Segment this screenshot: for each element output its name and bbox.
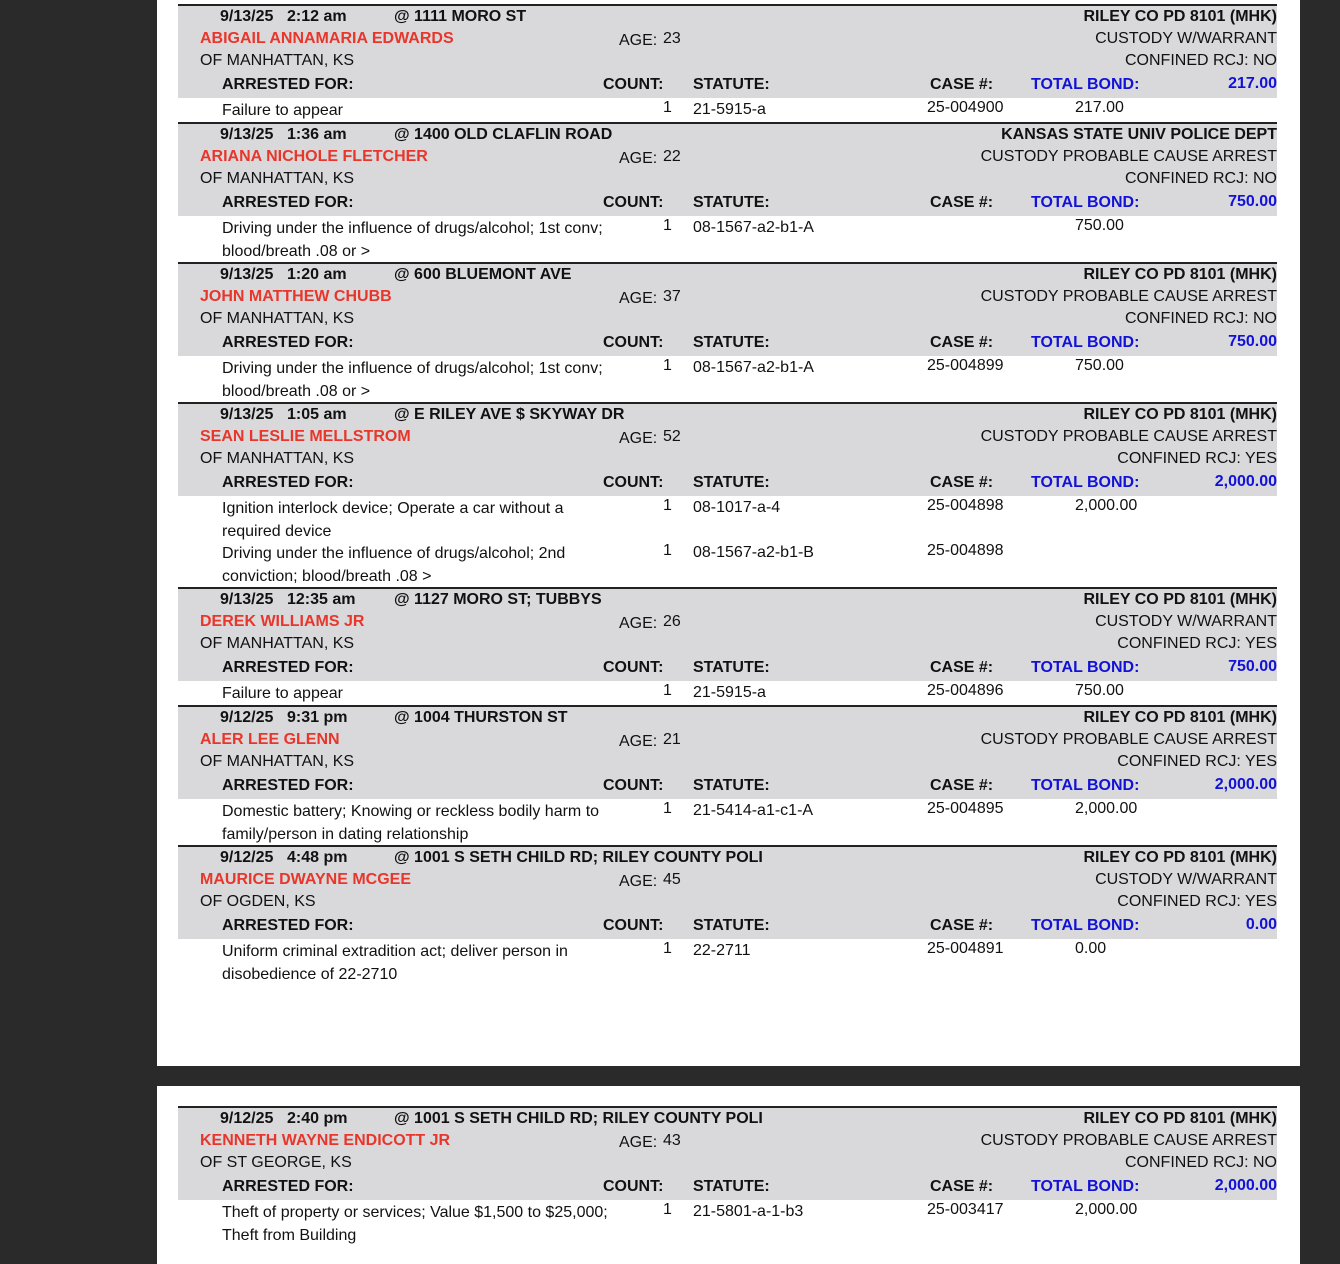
arrest-record: [178, 1106, 1277, 1246]
charge-statute: 21-5414-a1-c1-A: [693, 802, 814, 819]
age-label: AGE:: [619, 1134, 658, 1151]
charge-count: 1: [663, 800, 672, 817]
arrest-record: [178, 262, 1277, 402]
arrestee-name: DEREK WILLIAMS JR: [200, 613, 365, 630]
age-value: 52: [663, 428, 681, 445]
agency: RILEY CO PD 8101 (MHK): [1083, 406, 1277, 423]
charge-statute: 08-1567-a2-b1-B: [693, 544, 814, 561]
charge-description: Uniform criminal extradition act; deliver person in disobedience of 22-2710: [222, 943, 568, 983]
charge-count: 1: [663, 99, 672, 116]
age-label: AGE:: [619, 873, 658, 890]
charge-statute: 08-1017-a-4: [693, 499, 781, 516]
charge-statute: 08-1567-a2-b1-A: [693, 359, 814, 376]
age-value: 37: [663, 288, 681, 305]
arrest-time: 2:12 am: [287, 8, 347, 25]
charge-bond: 2,000.00: [1075, 800, 1138, 817]
arrest-date: 9/13/25: [220, 406, 274, 423]
charge-count: 1: [663, 940, 672, 957]
age-value: 43: [663, 1132, 681, 1149]
arrest-time: 1:20 am: [287, 266, 347, 283]
origin: OF MANHATTAN, KS: [200, 753, 355, 770]
charge-bond: 750.00: [1075, 357, 1124, 374]
charge-description: Failure to appear: [222, 102, 343, 119]
origin: OF OGDEN, KS: [200, 893, 316, 910]
arrested-for-label: ARRESTED FOR:: [222, 76, 354, 93]
charge-count: 1: [663, 217, 672, 234]
charge-description: Theft of property or services; Value $1,500 to $25,000; Theft from Building: [222, 1204, 608, 1244]
total-bond-label: TOTAL BOND:: [1031, 194, 1140, 211]
charge-case-number: 25-004895: [927, 800, 1004, 817]
charge-bond: 2,000.00: [1075, 1201, 1138, 1218]
total-bond-value: 750.00: [1228, 658, 1277, 675]
arrestee-name: JOHN MATTHEW CHUBB: [200, 288, 392, 305]
confined-status: CONFINED RCJ: NO: [1125, 52, 1277, 69]
charge-count: 1: [663, 497, 672, 514]
arrest-time: 12:35 am: [287, 591, 356, 608]
arrested-for-label: ARRESTED FOR:: [222, 917, 354, 934]
count-label: COUNT:: [603, 1178, 664, 1195]
charge-bond: 750.00: [1075, 682, 1124, 699]
agency: RILEY CO PD 8101 (MHK): [1083, 8, 1277, 25]
statute-label: STATUTE:: [693, 76, 770, 93]
arrest-location: @ 1001 S SETH CHILD RD; RILEY COUNTY POLI: [394, 1110, 763, 1127]
origin: OF MANHATTAN, KS: [200, 52, 355, 69]
arrestee-name: ARIANA NICHOLE FLETCHER: [200, 148, 428, 165]
charge-count: 1: [663, 357, 672, 374]
age-label: AGE:: [619, 430, 658, 447]
case-label: CASE #:: [930, 1178, 994, 1195]
confined-status: CONFINED RCJ: NO: [1125, 310, 1277, 327]
charge-description: Ignition interlock device; Operate a car without a required device: [222, 500, 564, 540]
custody-type: CUSTODY PROBABLE CAUSE ARREST: [980, 1132, 1277, 1149]
arrest-time: 1:05 am: [287, 406, 347, 423]
total-bond-value: 2,000.00: [1214, 473, 1277, 490]
total-bond-value: 2,000.00: [1214, 776, 1277, 793]
statute-label: STATUTE:: [693, 474, 770, 491]
custody-type: CUSTODY PROBABLE CAUSE ARREST: [980, 288, 1277, 305]
charge-statute: 21-5915-a: [693, 684, 766, 701]
charge-description: Domestic battery; Knowing or reckless bodily harm to family/person in dating relationship: [222, 803, 600, 843]
charge-case-number: 25-004891: [927, 940, 1004, 957]
total-bond-label: TOTAL BOND:: [1031, 777, 1140, 794]
arrestee-name: ABIGAIL ANNAMARIA EDWARDS: [200, 30, 454, 47]
case-label: CASE #:: [930, 659, 994, 676]
total-bond-value: 750.00: [1228, 193, 1277, 210]
total-bond-label: TOTAL BOND:: [1031, 659, 1140, 676]
arrest-location: @ 600 BLUEMONT AVE: [394, 266, 572, 283]
charge-statute: 22-2711: [693, 942, 751, 959]
custody-type: CUSTODY W/WARRANT: [1095, 613, 1277, 630]
custody-type: CUSTODY PROBABLE CAUSE ARREST: [980, 428, 1277, 445]
charge-statute: 08-1567-a2-b1-A: [693, 219, 814, 236]
case-label: CASE #:: [930, 76, 994, 93]
count-label: COUNT:: [603, 917, 664, 934]
charge-description: Driving under the influence of drugs/alcohol; 1st conv; blood/breath .08 or >: [222, 360, 603, 400]
count-label: COUNT:: [603, 334, 664, 351]
document-page-1: [157, 0, 1300, 1066]
age-value: 22: [663, 148, 681, 165]
charge-case-number: 25-004898: [927, 497, 1004, 514]
origin: OF MANHATTAN, KS: [200, 450, 355, 467]
total-bond-label: TOTAL BOND:: [1031, 76, 1140, 93]
charge-description: Driving under the influence of drugs/alcohol; 1st conv; blood/breath .08 or >: [222, 220, 603, 260]
arrested-for-label: ARRESTED FOR:: [222, 474, 354, 491]
arrest-time: 4:48 pm: [287, 849, 348, 866]
agency: RILEY CO PD 8101 (MHK): [1083, 849, 1277, 866]
case-label: CASE #:: [930, 917, 994, 934]
document-page-2: [157, 1086, 1300, 1264]
origin: OF ST GEORGE, KS: [200, 1154, 352, 1171]
case-label: CASE #:: [930, 777, 994, 794]
charge-bond: 750.00: [1075, 217, 1124, 234]
origin: OF MANHATTAN, KS: [200, 310, 355, 327]
arrestee-name: KENNETH WAYNE ENDICOTT JR: [200, 1132, 451, 1149]
total-bond-value: 0.00: [1245, 916, 1277, 933]
arrest-time: 9:31 pm: [287, 709, 348, 726]
arrested-for-label: ARRESTED FOR:: [222, 194, 354, 211]
age-value: 21: [663, 731, 681, 748]
age-label: AGE:: [619, 150, 658, 167]
charge-count: 1: [663, 542, 672, 559]
age-label: AGE:: [619, 290, 658, 307]
agency: KANSAS STATE UNIV POLICE DEPT: [1001, 126, 1277, 143]
arrest-location: @ 1111 MORO ST: [394, 8, 527, 25]
arrest-date: 9/13/25: [220, 266, 274, 283]
agency: RILEY CO PD 8101 (MHK): [1083, 709, 1277, 726]
custody-type: CUSTODY PROBABLE CAUSE ARREST: [980, 148, 1277, 165]
arrest-date: 9/13/25: [220, 8, 274, 25]
charge-case-number: 25-004900: [927, 99, 1004, 116]
confined-status: CONFINED RCJ: NO: [1125, 1154, 1277, 1171]
charge-statute: 21-5801-a-1-b3: [693, 1203, 804, 1220]
count-label: COUNT:: [603, 659, 664, 676]
total-bond-value: 750.00: [1228, 333, 1277, 350]
statute-label: STATUTE:: [693, 334, 770, 351]
statute-label: STATUTE:: [693, 659, 770, 676]
custody-type: CUSTODY PROBABLE CAUSE ARREST: [980, 731, 1277, 748]
age-label: AGE:: [619, 733, 658, 750]
arrested-for-label: ARRESTED FOR:: [222, 659, 354, 676]
arrested-for-label: ARRESTED FOR:: [222, 334, 354, 351]
case-label: CASE #:: [930, 474, 994, 491]
arrested-for-label: ARRESTED FOR:: [222, 777, 354, 794]
statute-label: STATUTE:: [693, 194, 770, 211]
arrest-date: 9/12/25: [220, 849, 274, 866]
age-value: 45: [663, 871, 681, 888]
custody-type: CUSTODY W/WARRANT: [1095, 30, 1277, 47]
total-bond-label: TOTAL BOND:: [1031, 334, 1140, 351]
age-label: AGE:: [619, 32, 658, 49]
charge-case-number: 25-003417: [927, 1201, 1004, 1218]
charge-count: 1: [663, 682, 672, 699]
confined-status: CONFINED RCJ: YES: [1117, 753, 1277, 770]
arrest-location: @ 1127 MORO ST; TUBBYS: [394, 591, 602, 608]
arrest-location: @ E RILEY AVE $ SKYWAY DR: [394, 406, 625, 423]
charge-description: Failure to appear: [222, 685, 343, 702]
count-label: COUNT:: [603, 194, 664, 211]
arrest-time: 2:40 pm: [287, 1110, 348, 1127]
arrest-record: [178, 705, 1277, 845]
arrest-date: 9/12/25: [220, 1110, 274, 1127]
confined-status: CONFINED RCJ: YES: [1117, 450, 1277, 467]
confined-status: CONFINED RCJ: YES: [1117, 893, 1277, 910]
agency: RILEY CO PD 8101 (MHK): [1083, 591, 1277, 608]
charge-statute: 21-5915-a: [693, 101, 766, 118]
arrest-location: @ 1001 S SETH CHILD RD; RILEY COUNTY POLI: [394, 849, 763, 866]
arrest-location: @ 1004 THURSTON ST: [394, 709, 568, 726]
charge-bond: 2,000.00: [1075, 497, 1138, 514]
charge-count: 1: [663, 1201, 672, 1218]
count-label: COUNT:: [603, 76, 664, 93]
origin: OF MANHATTAN, KS: [200, 170, 355, 187]
arrest-date: 9/12/25: [220, 709, 274, 726]
total-bond-label: TOTAL BOND:: [1031, 474, 1140, 491]
charge-case-number: 25-004899: [927, 357, 1004, 374]
age-value: 23: [663, 30, 681, 47]
count-label: COUNT:: [603, 777, 664, 794]
statute-label: STATUTE:: [693, 917, 770, 934]
statute-label: STATUTE:: [693, 1178, 770, 1195]
charge-case-number: 25-004896: [927, 682, 1004, 699]
total-bond-value: 217.00: [1228, 75, 1277, 92]
arrest-record: [178, 122, 1277, 262]
arrest-location: @ 1400 OLD CLAFLIN ROAD: [394, 126, 613, 143]
confined-status: CONFINED RCJ: NO: [1125, 170, 1277, 187]
total-bond-label: TOTAL BOND:: [1031, 917, 1140, 934]
charge-bond: 0.00: [1075, 940, 1107, 957]
arrest-record: [178, 845, 1277, 985]
arrestee-name: ALER LEE GLENN: [200, 731, 340, 748]
arrested-for-label: ARRESTED FOR:: [222, 1178, 354, 1195]
agency: RILEY CO PD 8101 (MHK): [1083, 266, 1277, 283]
charge-bond: 217.00: [1075, 99, 1124, 116]
charge-case-number: 25-004898: [927, 542, 1004, 559]
custody-type: CUSTODY W/WARRANT: [1095, 871, 1277, 888]
arrest-time: 1:36 am: [287, 126, 347, 143]
arrestee-name: SEAN LESLIE MELLSTROM: [200, 428, 411, 445]
statute-label: STATUTE:: [693, 777, 770, 794]
total-bond-value: 2,000.00: [1214, 1177, 1277, 1194]
origin: OF MANHATTAN, KS: [200, 635, 355, 652]
arrest-date: 9/13/25: [220, 591, 274, 608]
charge-description: Driving under the influence of drugs/alcohol; 2nd conviction; blood/breath .08 >: [222, 545, 566, 585]
count-label: COUNT:: [603, 474, 664, 491]
confined-status: CONFINED RCJ: YES: [1117, 635, 1277, 652]
case-label: CASE #:: [930, 334, 994, 351]
arrestee-name: MAURICE DWAYNE MCGEE: [200, 871, 411, 888]
age-label: AGE:: [619, 615, 658, 632]
arrest-record: [178, 402, 1277, 585]
total-bond-label: TOTAL BOND:: [1031, 1178, 1140, 1195]
age-value: 26: [663, 613, 681, 630]
arrest-date: 9/13/25: [220, 126, 274, 143]
agency: RILEY CO PD 8101 (MHK): [1083, 1110, 1277, 1127]
case-label: CASE #:: [930, 194, 994, 211]
